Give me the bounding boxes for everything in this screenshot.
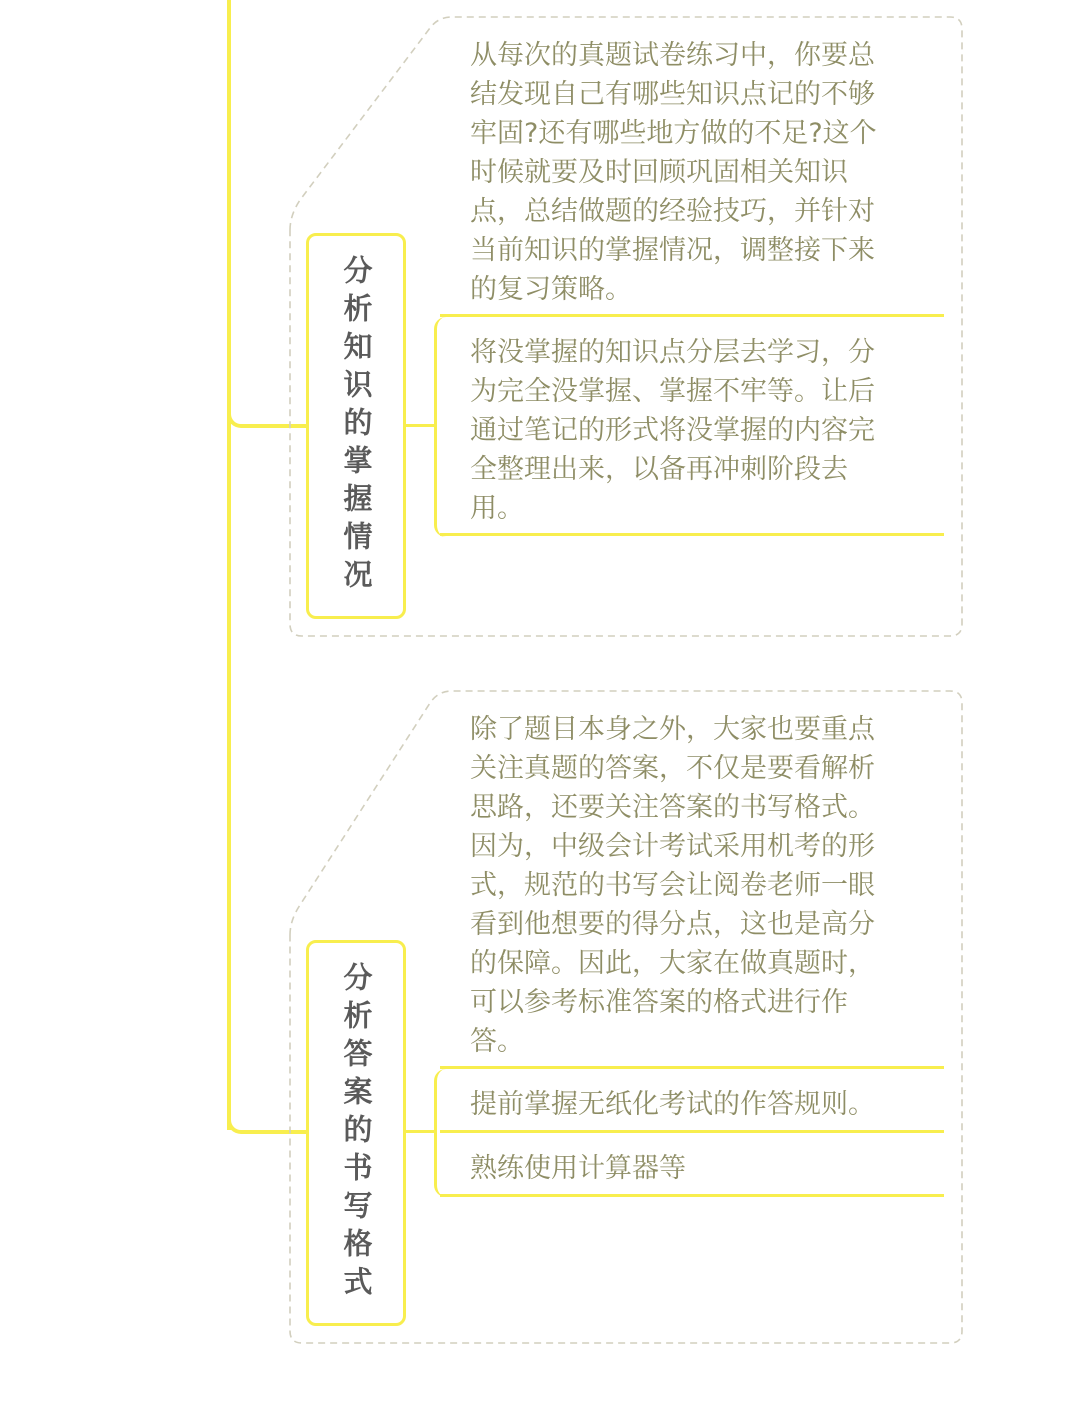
topic-node-knowledge-mastery bbox=[306, 233, 406, 619]
leaf-text: 将没掌握的知识点分层去学习，分 为完全没掌握、掌握不牢等。让后 通过笔记的形式将没掌握的内容完 全整理出来，以备再冲刺阶段去 用。 bbox=[470, 337, 875, 524]
topic-node-answer-format bbox=[306, 940, 406, 1326]
topic-to-bracket-line-1 bbox=[406, 424, 436, 427]
leaf-divider bbox=[440, 533, 944, 536]
topic-to-bracket-line-2 bbox=[406, 1130, 436, 1133]
leaf-text: 熟练使用计算器等 bbox=[470, 1153, 686, 1184]
leaf-divider bbox=[440, 314, 944, 317]
leaf-text: 从每次的真题试卷练习中，你要总 结发现自己有哪些知识点记的不够 牢固?还有哪些地方做的不足?这个 时候就要及时回顾巩固相关知识 点，总结做题的经验技巧，并针对 当前知识的掌握情况，调整接下来 的复习策略。 bbox=[470, 40, 877, 305]
leaf-divider bbox=[440, 1130, 944, 1133]
topic-label: 分析答案的书写格式 bbox=[339, 962, 374, 1304]
leaf-text: 除了题目本身之外，大家也要重点 关注真题的答案，不仅是要看解析 思路，还要关注答案的书写格式。 因为，中级会计考试采用机考的形 式，规范的书写会让阅卷老师一眼 看到他想要的得分点，这也是高分 的保障。因此，大家在做真题时， 可以参考标准答案的格式进行作 答。 bbox=[470, 714, 875, 1057]
topic-label: 分析知识的掌握情况 bbox=[339, 255, 374, 597]
leaf-divider bbox=[440, 1066, 944, 1069]
leaf-text: 提前掌握无纸化考试的作答规则。 bbox=[470, 1089, 875, 1120]
leaf-divider bbox=[440, 1194, 944, 1197]
